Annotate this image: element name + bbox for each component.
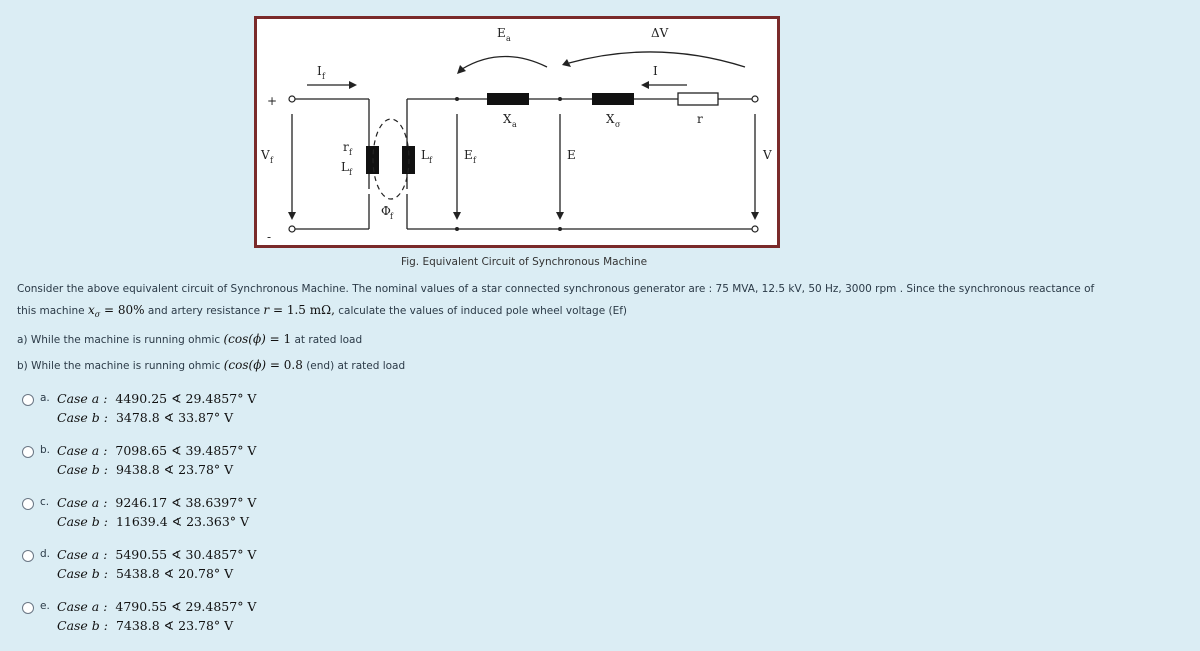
svg-text:f: f xyxy=(349,168,352,177)
label-lf-left: L xyxy=(341,160,349,174)
radio-button[interactable] xyxy=(22,446,34,458)
label-v: V xyxy=(763,148,772,162)
label-r: r xyxy=(697,112,703,126)
question-part-a: a) While the machine is running ohmic (cos(ϕ) = 1 at rated load xyxy=(17,332,363,347)
label-vf: V xyxy=(261,148,270,162)
label-ea: E xyxy=(497,26,506,40)
question-text xyxy=(17,279,1197,377)
radio-button[interactable] xyxy=(22,498,34,510)
label-xa: X xyxy=(503,112,512,126)
question-paragraph: Consider the above equivalent circuit of Synchronous Machine. The nominal values of a star connected synchronous generator are : 75 MVA, 12.5 kV, 50 Hz, 3000 rpm . Since the synchronous reactance of this machine $x_\sigma = 80\%$ and artery resistance r = 1.5 mΩ, calculate the values of induced pole wheel voltage (Ef) xyxy=(17,283,1095,320)
terminal-plus xyxy=(289,96,295,102)
radio-button[interactable] xyxy=(22,602,34,614)
svg-text:a: a xyxy=(512,120,517,129)
xa-reactance-block xyxy=(487,93,529,105)
svg-text:f: f xyxy=(390,212,393,221)
label-plus: + xyxy=(267,94,278,108)
svg-text:f: f xyxy=(270,156,273,165)
label-rf: r xyxy=(343,140,349,154)
radio-button[interactable] xyxy=(22,394,34,406)
label-lf-right: L xyxy=(421,148,429,162)
label-phif: Φ xyxy=(381,204,391,218)
terminal-output-top xyxy=(752,96,758,102)
svg-text:f: f xyxy=(429,156,432,165)
label-dv: ΔV xyxy=(651,26,669,40)
terminal-output-bottom xyxy=(752,226,758,232)
label-ef: E xyxy=(464,148,473,162)
label-minus: - xyxy=(267,230,272,244)
svg-text:f: f xyxy=(322,72,325,81)
svg-text:a: a xyxy=(506,34,511,43)
svg-text:f: f xyxy=(349,148,352,157)
question-part-b: b) While the machine is running ohmic (cos(ϕ) = 0.8 (end) at rated load xyxy=(17,358,406,373)
xsigma-reactance-block xyxy=(592,93,634,105)
label-e: E xyxy=(567,148,576,162)
circuit-diagram xyxy=(257,19,777,245)
terminal-minus xyxy=(289,226,295,232)
svg-text:σ: σ xyxy=(615,120,621,129)
resistor-r-block xyxy=(678,93,718,105)
svg-text:f: f xyxy=(473,156,476,165)
label-i: I xyxy=(653,64,658,78)
label-if: I xyxy=(317,64,322,78)
figure-caption: Fig. Equivalent Circuit of Synchronous Machine xyxy=(400,256,648,268)
radio-button[interactable] xyxy=(22,550,34,562)
ea-arrow xyxy=(462,56,547,69)
label-xsigma: X xyxy=(606,112,615,126)
circuit-figure xyxy=(254,16,780,248)
